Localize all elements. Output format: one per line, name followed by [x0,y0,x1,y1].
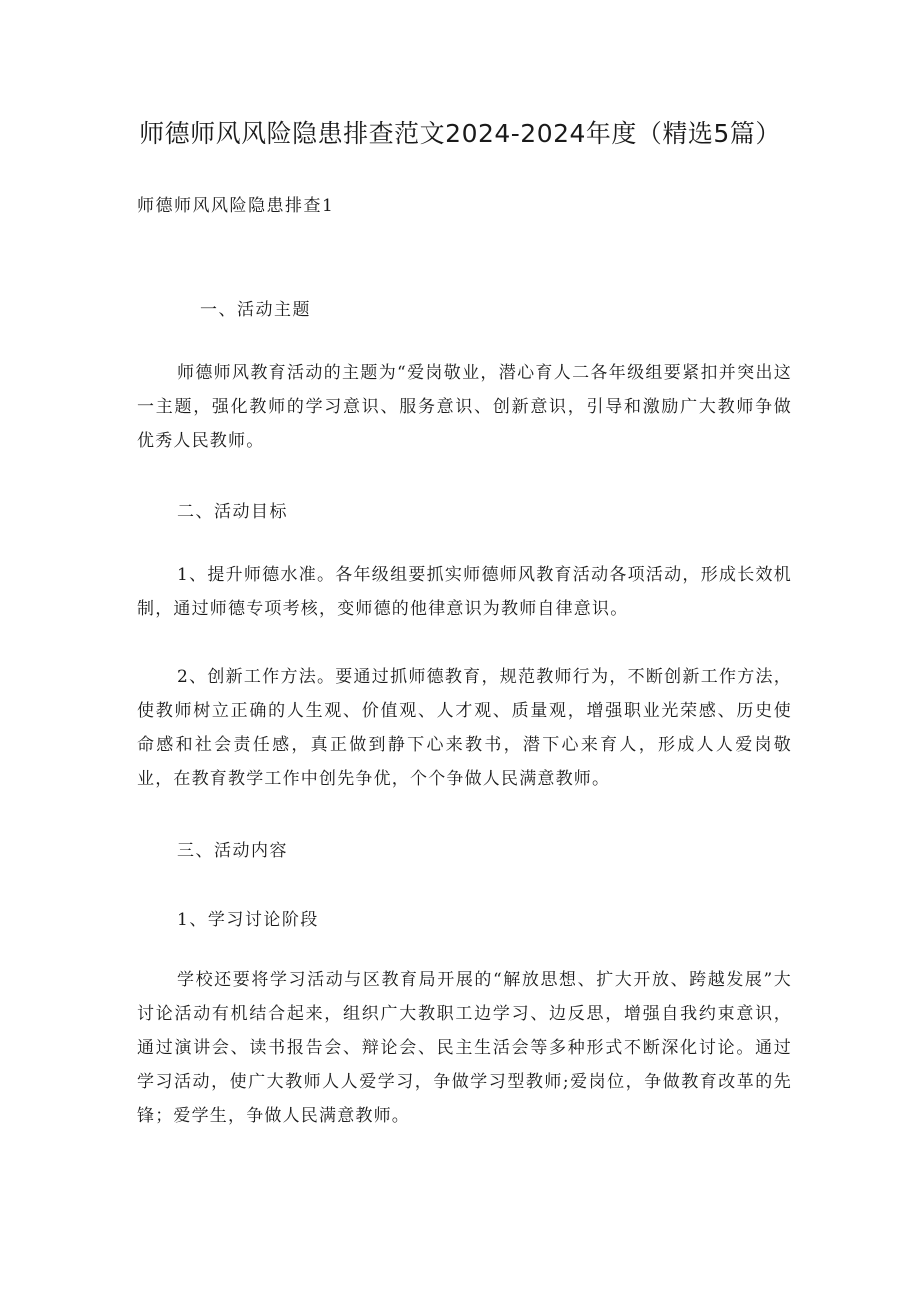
paragraph-study-stage: 学校还要将学习活动与区教育局开展的“解放思想、扩大开放、跨越发展”大讨论活动有机结合起来，组织广大教职工边学习、边反思，增强自我约束意识，通过演讲会、读书报告会、辩论会、民主生活会等多种形式不断深化讨论。通过学习活动，使广大教师人人爱学习，争做学习型教师;爱岗位，争做教育改革的先锋；爱学生，争做人民满意教师。 [137,970,792,1126]
paragraph-goal-2: 2、创新工作方法。要通过抓师德教育，规范教师行为，不断创新工作方法，使教师树立正确的人生观、价值观、人才观、质量观，增强职业光荣感、历史使命感和社会责任感，真正做到静下心来教书，潜下心来育人，形成人人爱岗敬业，在教育教学工作中创先争优，个个争做人民满意教师。 [137,667,792,789]
subheading-study-stage: 1、学习讨论阶段 [177,910,319,930]
paragraph-theme: 师德师风教育活动的主题为“爱岗敬业，潜心育人二各年级组要紧扣并突出这一主题，强化教师的学习意识、服务意识、创新意识，引导和激励广大教师争做优秀人民教师。 [137,363,792,451]
section-heading-content: 三、活动内容 [177,841,288,861]
paragraph-goal-1: 1、提升师德水准。各年级组要抓实师德师风教育活动各项活动，形成长效机制，通过师德专项考核，变师德的他律意识为教师自律意识。 [137,565,792,619]
section-heading-goals: 二、活动目标 [177,502,288,522]
document-subtitle: 师德师风风险隐患排查1 [137,196,335,216]
section-heading-theme: 一、活动主题 [200,300,311,320]
document-title: 师德师风风险隐患排查范文2024-2024年度（精选5篇） [139,119,781,148]
